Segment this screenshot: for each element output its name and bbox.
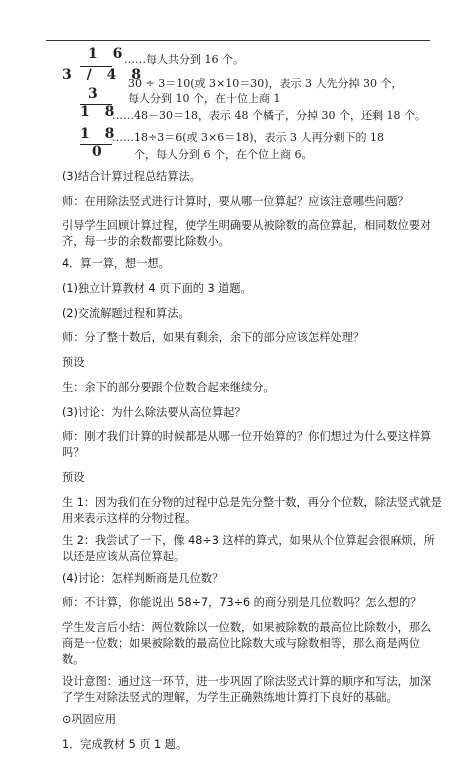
final-remainder: 0 [92,144,107,160]
lesson-body [62,169,442,761]
first-product: 3 [88,86,103,102]
quotient-digits: 1 6 [88,46,128,62]
section-heading: 4．算一算，想一想。 [62,257,170,271]
design-intent: 设计意图：通过这一环节，进一步巩固了除法竖式计算的顺序和写法，加深了学生对除法竖式的理解，为学生正确熟练地计算打下良好的基础。 [62,674,432,704]
guidance-text: 引导学生回顾计算过程，使学生明确要从被除数的高位算起，相同数位要对齐，每一步的余数都要比除数小。 [62,219,432,249]
first-step-note-cont: 每人分到 10 个，在十位上商 1 [128,92,281,105]
preset-label: 预设 [62,470,85,484]
task-item: (2)交流解题过程和算法。 [62,306,190,320]
student-answer: 生 2：我尝试了一下，像 48÷3 这样的算式，如果从个位算起会很麻烦，所以还是应该从高位算起。 [62,533,435,563]
divisor-dividend: 3 / 4 8 [62,67,146,83]
remainder-note: ……48－30＝18，表示 48 个橘子，分掉 30 个，还剩 18 个。 [112,109,426,122]
teacher-question: 师：分了整十数后，如果有剩余，余下的部分应该怎样处理？ [62,331,365,345]
teacher-question: 师：刚才我们计算的时候都是从哪一位开始算的？你们想过为什么要这样算吗？ [62,430,432,460]
top-rule [46,40,430,41]
long-division-work [62,42,442,166]
discussion-item: (3)讨论：为什么除法要从高位算起？ [62,405,246,419]
discussion-item: (4)讨论：怎样判断商是几位数？ [62,571,224,585]
section-heading: ⊙巩固应用 [62,712,117,726]
student-answer: 生 1：因为我们在分物的过程中总是先分整十数，再分个位数，除法竖式就是用来表示这样的分物过程。 [62,495,442,525]
teacher-question: 师：不计算，你能说出 58÷7，73÷6 的商分别是几位数吗？怎么想的？ [62,596,422,610]
quotient-note: ……每人共分到 16 个。 [124,53,244,66]
second-step-note: ……18÷3＝6(或 3×6＝18)，表示 3 人再分剩下的 18 [112,131,384,144]
second-product: 1 8 [80,126,120,142]
task-item: (1)独立计算教材 4 页下面的 3 道题。 [62,282,252,296]
step-summary: (3)结合计算过程总结算法。 [62,170,201,183]
student-answer: 生：余下的部分要跟个位数合起来继续分。 [62,380,275,394]
task-item: 1．完成教材 5 页 1 题。 [62,737,188,751]
first-step-note: 30 ÷ 3＝10(或 3×10＝30)，表示 3 人先分掉 30 个， [128,77,403,90]
teacher-question: 师：在用除法竖式进行计算时，要从哪一位算起？应该注意哪些问题？ [62,194,409,208]
preset-label: 预设 [62,356,85,370]
summary-text: 学生发言后小结：两位数除以一位数，如果被除数的最高位比除数小，那么商是一位数；如果被除数的最高位比除数大或与除数相等，那么商是两位数。 [62,620,432,666]
remainder-row: 1 8 [80,104,120,120]
final-note: 个，每人分到 6 个，在个位上商 6。 [134,148,313,161]
